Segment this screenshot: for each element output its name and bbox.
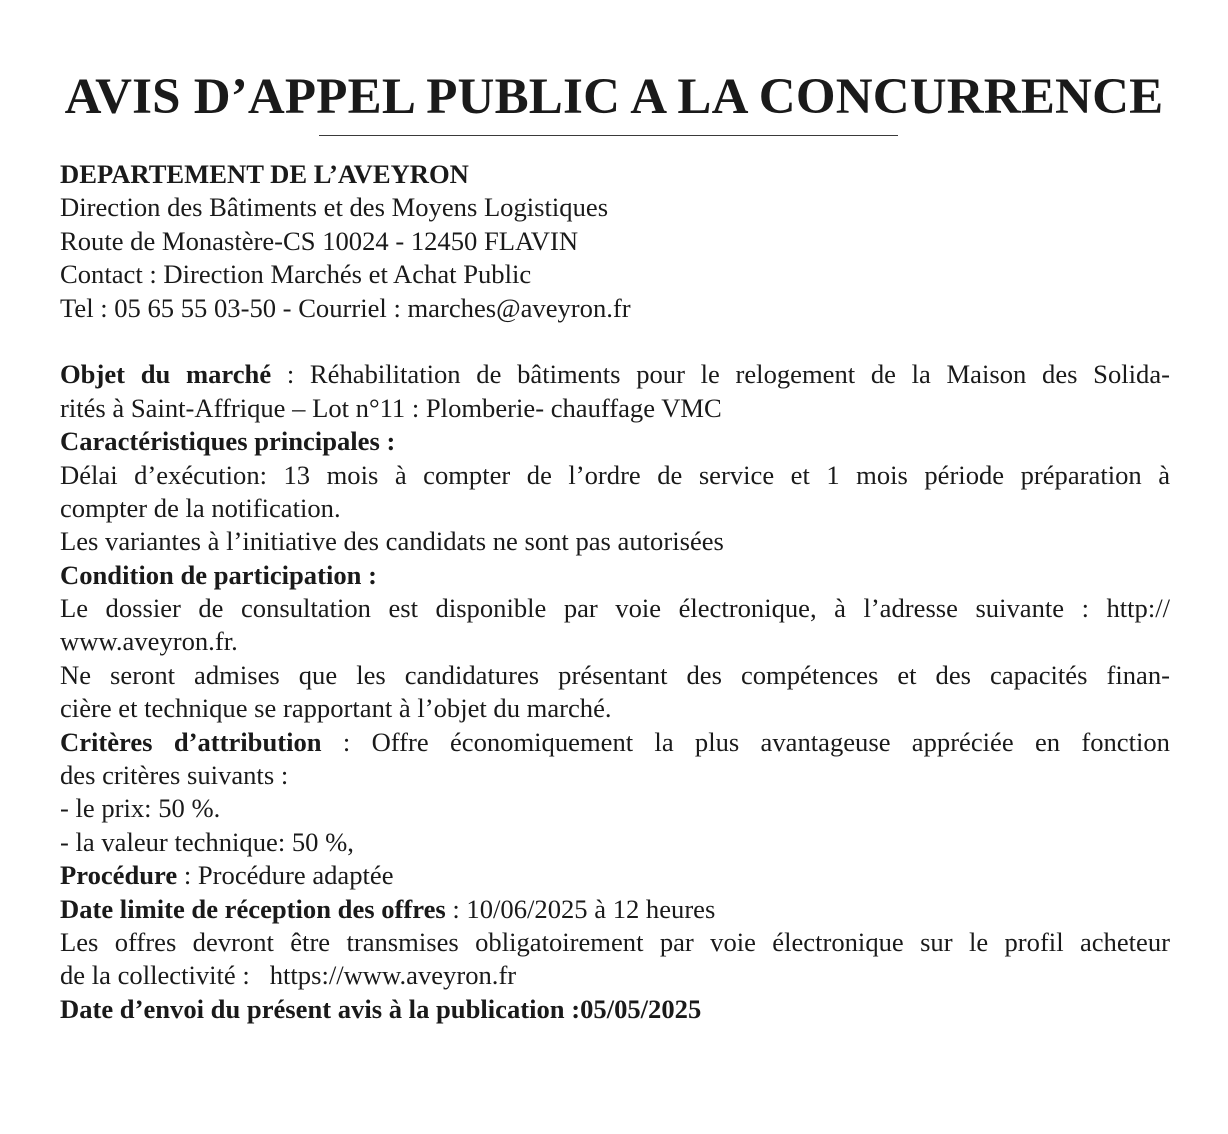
transmission-line-2: de la collectivité : https://www.aveyron.fr (60, 960, 517, 991)
procedure-line: Procédure : Procédure adaptée (60, 860, 394, 891)
criteres-line-1: Critères d’attribution : Offre économiquement la plus avantageuse appréciée en fonction (60, 726, 1170, 757)
caracteristiques-line-1: Délai d’exécution: 13 mois à compter de l’ordre de service et 1 mois période préparation à (60, 459, 1170, 490)
title-divider (319, 135, 898, 136)
participation-line-2: www.aveyron.fr. (60, 626, 238, 657)
procedure-label: Procédure (60, 860, 178, 891)
caracteristiques-line-3: Les variantes à l’initiative des candidats ne sont pas autorisées (60, 526, 724, 557)
spacer (60, 325, 1170, 358)
profil-acheteur-link[interactable]: https://www.aveyron.fr (269, 960, 517, 991)
criteres-label: Critères d’attribution (60, 726, 322, 757)
notice-body (60, 158, 1170, 1026)
objet-line-2: rités à Saint-Affrique – Lot n°11 : Plomberie- chauffage VMC (60, 392, 722, 423)
criteres-item-prix: - le prix: 50 %. (60, 793, 221, 824)
objet-line-1: Objet du marché : Réhabilitation de bâtiments pour le relogement de la Maison des Solida- (60, 359, 1170, 390)
issuer-direction: Direction des Bâtiments et des Moyens Logistiques (60, 192, 609, 223)
participation-line-3: Ne seront admises que les candidatures présentant des compétences et des capacités finan- (60, 659, 1170, 690)
issuer-name: DEPARTEMENT DE L’AVEYRON (60, 159, 469, 189)
issuer-address: Route de Monastère-CS 10024 - 12450 FLAVIN (60, 225, 579, 256)
objet-label: Objet du marché (60, 359, 272, 390)
notice-title: AVIS D’APPEL PUBLIC A LA CONCURRENCE (64, 69, 1164, 125)
email-link[interactable]: marches@aveyron.fr (407, 292, 631, 323)
criteres-line-2: des critères suivants : (60, 760, 289, 791)
participation-line-4: cière et technique se rapportant à l’objet du marché. (60, 693, 612, 724)
caracteristiques-heading: Caractéristiques principales : (60, 426, 396, 457)
participation-line-1: Le dossier de consultation est disponible par voie électronique, à l’adresse suivante : http:// (60, 593, 1170, 624)
transmission-line-1: Les offres devront être transmises obligatoirement par voie électronique sur le profil acheteur (60, 926, 1170, 957)
participation-heading: Condition de participation : (60, 559, 377, 590)
date-limite-line: Date limite de réception des offres : 10/06/2025 à 12 heures (60, 893, 716, 924)
issuer-contact: Contact : Direction Marchés et Achat Public (60, 259, 532, 290)
caracteristiques-line-2: compter de la notification. (60, 492, 341, 523)
criteres-item-technique: - la valeur technique: 50 %, (60, 826, 354, 857)
issuer-tel-email: Tel : 05 65 55 03-50 - Courriel : marches@aveyron.fr (60, 292, 631, 323)
envoi-line: Date d’envoi du présent avis à la publication :05/05/2025 (60, 993, 702, 1024)
date-limite-label: Date limite de réception des offres (60, 893, 446, 924)
